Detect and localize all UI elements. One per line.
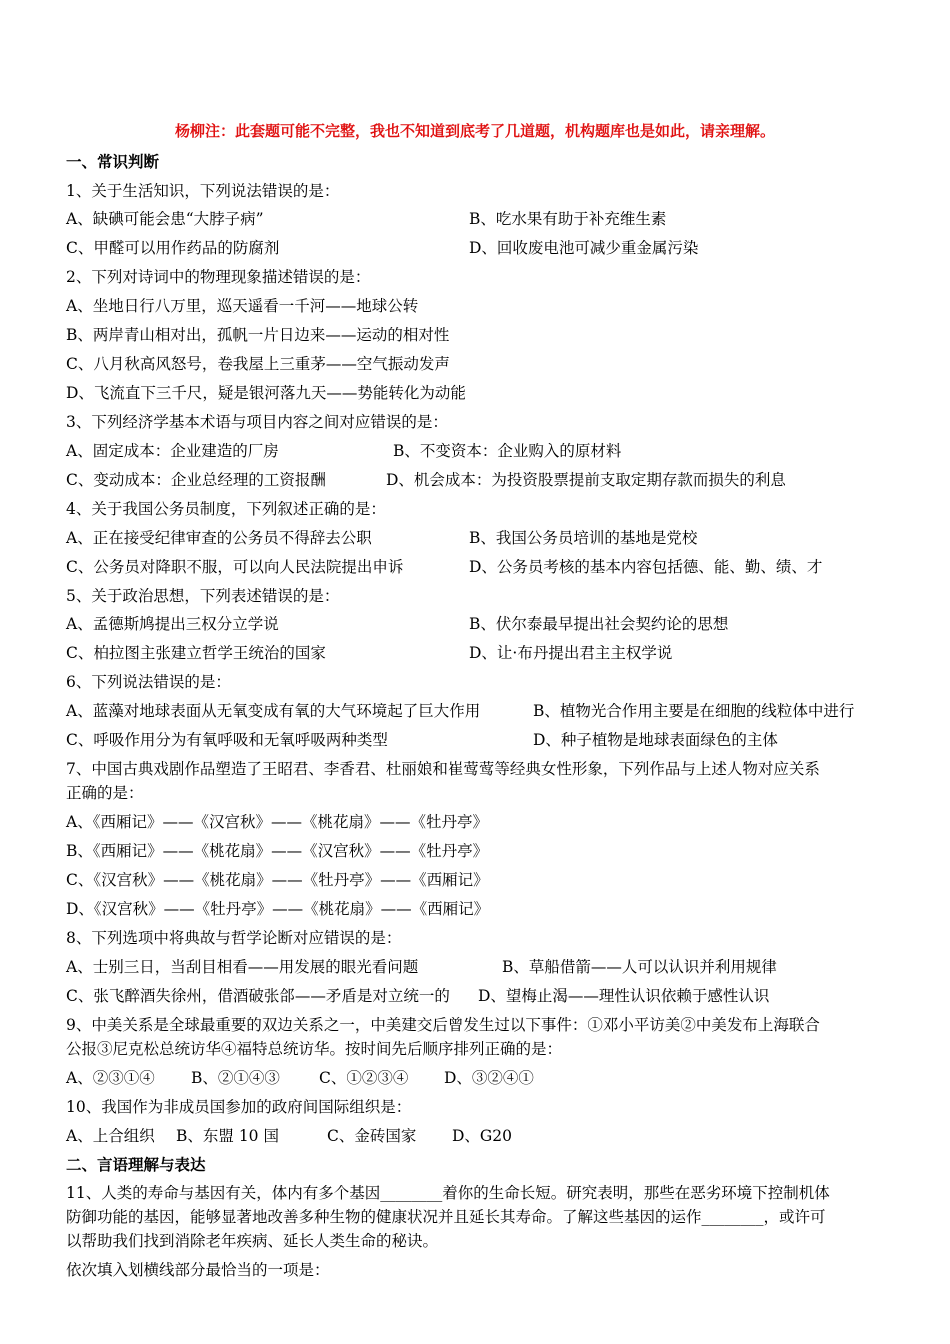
question-2-option-c: C、八月秋高风怒号，卷我屋上三重茅——空气振动发声	[66, 355, 450, 373]
question-6-stem: 6、下列说法错误的是：	[66, 673, 231, 691]
question-3-stem: 3、下列经济学基本术语与项目内容之间对应错误的是：	[66, 413, 448, 431]
question-6-option-c: C、呼吸作用分为有氧呼吸和无氧呼吸两种类型	[66, 731, 388, 749]
question-11-stem-line-2: 防御功能的基因，能够显著地改善多种生物的健康状况并且延长其寿命。了解这些基因的运作________，或许可	[66, 1208, 826, 1226]
question-4-option-a: A、正在接受纪律审查的公务员不得辞去公职	[66, 529, 372, 547]
question-2-stem: 2、下列对诗词中的物理现象描述错误的是：	[66, 268, 371, 286]
question-2-option-d: D、飞流直下三千尺，疑是银河落九天——势能转化为动能	[66, 384, 466, 402]
editor-note: 杨柳注：此套题可能不完整，我也不知道到底考了几道题，机构题库也是如此，请亲理解。	[174, 122, 775, 140]
question-1-stem: 1、关于生活知识，下列说法错误的是：	[66, 182, 340, 200]
question-5-option-a: A、孟德斯鸠提出三权分立学说	[66, 615, 279, 633]
question-10-stem: 10、我国作为非成员国参加的政府间国际组织是：	[66, 1098, 412, 1116]
question-9-option-c: C、①②③④	[319, 1069, 409, 1087]
question-4-stem: 4、关于我国公务员制度，下列叙述正确的是：	[66, 500, 386, 518]
question-3-option-b: B、不变资本：企业购入的原材料	[393, 442, 622, 460]
question-6-option-d: D、种子植物是地球表面绿色的主体	[533, 731, 778, 749]
question-9-stem-line-1: 9、中美关系是全球最重要的双边关系之一，中美建交后曾发生过以下事件：①邓小平访美②中美发布上海联合	[66, 1016, 820, 1034]
question-4-option-d: D、公务员考核的基本内容包括德、能、勤、绩、才	[469, 558, 823, 576]
question-7-option-c: C、《汉宫秋》——《桃花扇》——《牡丹亭》——《西厢记》	[66, 871, 489, 889]
question-10-option-c: C、金砖国家	[327, 1127, 417, 1145]
question-6-option-a: A、蓝藻对地球表面从无氧变成有氧的大气环境起了巨大作用	[66, 702, 481, 720]
question-7-stem-line-1: 7、中国古典戏剧作品塑造了王昭君、李香君、杜丽娘和崔莺莺等经典女性形象，下列作品与上述人物对应关系	[66, 760, 820, 778]
question-4-option-c: C、公务员对降职不服，可以向人民法院提出申诉	[66, 558, 404, 576]
question-8-option-c: C、张飞醉酒失徐州，借酒破张郃——矛盾是对立统一的	[66, 987, 450, 1005]
question-1-option-c: C、甲醛可以用作药品的防腐剂	[66, 239, 280, 257]
question-6-option-b: B、植物光合作用主要是在细胞的线粒体中进行	[533, 702, 855, 720]
question-5-stem: 5、关于政治思想，下列表述错误的是：	[66, 587, 340, 605]
question-10-option-d: D、G20	[452, 1127, 513, 1145]
question-1-option-a: A、缺碘可能会患“大脖子病”	[66, 210, 264, 228]
question-9-stem-line-2: 公报③尼克松总统访华④福特总统访华。按时间先后顺序排列正确的是：	[66, 1040, 563, 1058]
question-8-option-b: B、草船借箭——人可以认识并利用规律	[502, 958, 777, 976]
question-10-option-b: B、东盟 10 国	[176, 1127, 279, 1145]
question-1-option-d: D、回收废电池可减少重金属污染	[469, 239, 699, 257]
question-4-option-b: B、我国公务员培训的基地是党校	[469, 529, 698, 547]
question-1-option-b: B、吃水果有助于补充维生素	[469, 210, 667, 228]
question-3-option-a: A、固定成本：企业建造的厂房	[66, 442, 279, 460]
question-2-option-a: A、坐地日行八万里，巡天遥看一千河——地球公转	[66, 297, 419, 315]
question-8-option-a: A、士别三日，当刮目相看——用发展的眼光看问题	[66, 958, 419, 976]
question-2-option-b: B、两岸青山相对出，孤帆一片日边来——运动的相对性	[66, 326, 450, 344]
question-5-option-b: B、伏尔泰最早提出社会契约论的思想	[469, 615, 729, 633]
question-9-option-d: D、③②④①	[444, 1069, 534, 1087]
question-9-option-b: B、②①④③	[191, 1069, 280, 1087]
question-11-prompt: 依次填入划横线部分最恰当的一项是：	[66, 1261, 330, 1279]
section-title-verbal: 二、言语理解与表达	[66, 1155, 206, 1174]
question-7-stem-line-2: 正确的是：	[66, 784, 144, 802]
question-7-option-b: B、《西厢记》——《桃花扇》——《汉宫秋》——《牡丹亭》	[66, 842, 489, 860]
section-title-common-sense: 一、常识判断	[66, 152, 160, 171]
question-3-option-c: C、变动成本：企业总经理的工资报酬	[66, 471, 326, 489]
question-8-stem: 8、下列选项中将典故与哲学论断对应错误的是：	[66, 929, 402, 947]
question-7-option-a: A、《西厢记》——《汉宫秋》——《桃花扇》——《牡丹亭》	[66, 813, 488, 831]
question-3-option-d: D、机会成本：为投资股票提前支取定期存款而损失的利息	[386, 471, 786, 489]
question-7-option-d: D、《汉宫秋》——《牡丹亭》——《桃花扇》——《西厢记》	[66, 900, 490, 918]
question-11-stem-line-3: 以帮助我们找到消除老年疾病、延长人类生命的秘诀。	[66, 1232, 439, 1250]
question-5-option-c: C、柏拉图主张建立哲学王统治的国家	[66, 644, 326, 662]
question-8-option-d: D、望梅止渴——理性认识依赖于感性认识	[478, 987, 770, 1005]
question-10-option-a: A、上合组织	[66, 1127, 155, 1145]
question-9-option-a: A、②③①④	[66, 1069, 155, 1087]
question-11-stem-line-1: 11、人类的寿命与基因有关，体内有多个基因________着你的生命长短。研究表明，那些在恶劣环境下控制机体	[66, 1184, 830, 1202]
question-5-option-d: D、让·布丹提出君主主权学说	[469, 644, 673, 662]
